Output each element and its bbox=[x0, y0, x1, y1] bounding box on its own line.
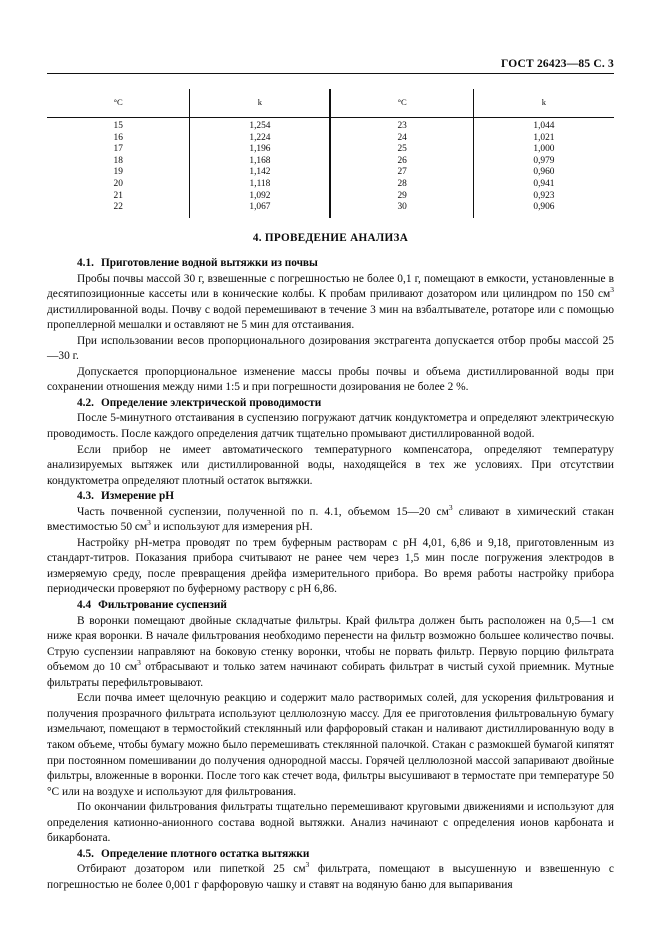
cell-k-right: 0,906 bbox=[473, 202, 614, 218]
section-heading-text: Фильтрование суспензий bbox=[98, 599, 227, 612]
cell-celsius-left: 16 bbox=[113, 132, 123, 143]
temperature-coefficient-table bbox=[47, 89, 614, 218]
body-paragraph: Часть почвенной суспензии, полученной по п. 4.1, объемом 15—20 $см^3$ сливают в химический стакан вместимостью 50 $см^3$ и используют для измерения рН. bbox=[47, 502, 614, 534]
cell-k-left: 1,067 bbox=[190, 202, 331, 218]
cell-celsius-left: 19 bbox=[113, 167, 123, 178]
table-row bbox=[47, 156, 614, 168]
body-paragraph: Допускается пропорциональное изменение массы пробы почвы и объема дистиллированной воды при сохранении отношения между ними 1:5 и при погрешности дозирования не более 2 %. bbox=[47, 365, 614, 394]
section-heading-text: Определение плотного остатка вытяжки bbox=[100, 847, 310, 860]
cell-celsius-right: 30 bbox=[330, 202, 473, 218]
cell-celsius-right: 24 bbox=[330, 133, 473, 145]
cell-k-right: 1,000 bbox=[473, 144, 614, 156]
cell-k-right: 0,923 bbox=[473, 191, 614, 203]
table-row bbox=[47, 144, 614, 156]
table-row bbox=[47, 179, 614, 191]
column-header-celsius-right: °C bbox=[330, 89, 473, 118]
column-header-celsius-left: °C bbox=[113, 97, 123, 108]
cell-celsius-right: 25 bbox=[330, 144, 473, 156]
section-number: 4.3. bbox=[77, 490, 94, 503]
table-row bbox=[47, 118, 614, 133]
column-header-k-right: k bbox=[473, 89, 614, 118]
body-paragraph: Настройку рН-метра проводят по трем буферным растворам с рН 4,01, 6,86 и 9,18, приготовленным из стандарт-титров. Показания прибора считывают не ранее чем через 1,5 мин после погружения электродов в измеряемую среду, после превращения дрейфа измерительного прибора. Во время работы настройку прибора периодически проверяют по буферному раствору с рН 6,86. bbox=[47, 536, 614, 596]
cell-celsius-right: 23 bbox=[330, 118, 473, 133]
cell-celsius-left: 21 bbox=[113, 190, 123, 201]
cell-celsius-left: 17 bbox=[113, 144, 123, 155]
cell-celsius-right: 26 bbox=[330, 156, 473, 168]
section-heading bbox=[47, 256, 614, 272]
cell-k-left: 1,254 bbox=[190, 118, 331, 133]
body-paragraph: Пробы почвы массой 30 г, взвешенные с погрешностью не более 0,1 г, помещают в емкости, установленные в десятипозиционные кассеты или в конические колбы. К пробам приливают дозатором или цилиндром по 150 $см^3$ дистиллированной воды. Почву с водой перемешивают в течение 3 мин на взбалтывателе, ротаторе или с помощью пропеллерной мешалки и оставляют не 5 мин для отстаивания. bbox=[47, 272, 614, 332]
cell-k-left: 1,118 bbox=[190, 179, 331, 191]
cell-k-right: 1,044 bbox=[473, 118, 614, 133]
body-paragraph: Отбирают дозатором или пипеткой 25 $см^3$ фильтрата, помещают в высушенную и взвешенную с погрешностью не более 0,001 г фарфоровую чашку и ставят на водяную баню для выпаривания bbox=[47, 860, 614, 891]
cell-celsius-right: 27 bbox=[330, 167, 473, 179]
cell-celsius-right: 29 bbox=[330, 191, 473, 203]
cell-celsius-left: 15 bbox=[113, 121, 123, 131]
table-header-row bbox=[47, 89, 614, 118]
body-paragraph: Если почва имеет щелочную реакцию и содержит мало растворимых солей, для ускорения фильтрования и получения прозрачного фильтрата используют целлюлозную массу. Для ее приготовления фильтровальную бумагу измельчают, помещают в термостойкий стеклянный или фарфоровый стакан и наливают дистиллированную воду в таком объеме, чтобы бумагу можно было перемешивать стеклянной палочкой. Стакан с размокшей бумагой кипятят при постоянном помешивании до получения однородной массы. Горячей целлюлозной массой запаривают двойные фильтры, вложенные в воронки. После того как стечет вода, фильтры высушивают в термостате при температуре 50 °С или на воздухе и используют для фильтрования. bbox=[47, 692, 614, 798]
section-heading bbox=[47, 396, 614, 412]
body-paragraph: В воронки помещают двойные складчатые фильтры. Край фильтра должен быть расположен на 0,5—1 см ниже края воронки. В начале фильтрования необходимо перенести на фильтр возможно большее количество почвы. Струю суспензии направляют на боковую стенку воронки, чтобы не порвать фильтр. Первую порцию фильтрата объемом до 10 $см^3$ отбрасывают и только затем начинают собирать фильтрат в чистый сухой приемник. Мутные фильтраты перефильтровывают. bbox=[47, 614, 614, 689]
cell-k-left: 1,224 bbox=[190, 133, 331, 145]
cell-k-left: 1,092 bbox=[190, 191, 331, 203]
table-body bbox=[47, 118, 614, 218]
cell-k-left: 1,142 bbox=[190, 167, 331, 179]
table-header bbox=[47, 89, 614, 118]
table-row bbox=[47, 191, 614, 203]
cell-celsius-left: 18 bbox=[113, 155, 123, 166]
section-number: 4.1. bbox=[77, 257, 94, 269]
section-heading-text: Приготовление водной вытяжки из почвы bbox=[100, 257, 318, 269]
body-paragraph: При использовании весов пропорционального дозирования экстрагента допускается отбор пробы массой 25—30 г. bbox=[47, 334, 614, 363]
section-heading bbox=[47, 489, 614, 505]
section-heading-text: Определение электрической проводимости bbox=[100, 396, 322, 409]
body-paragraph: По окончании фильтрования фильтраты тщательно перемешивают круговыми движениями и используют для определения катионно-анионного состава водной вытяжки. Анализ начинают с определения ионов карбоната и бикарбоната. bbox=[47, 801, 614, 845]
page-header: ГОСТ 26423—85 С. 3 bbox=[47, 58, 614, 74]
section-number: 4.2. bbox=[77, 396, 94, 409]
section-heading bbox=[47, 847, 614, 863]
document-body bbox=[47, 256, 614, 893]
cell-k-right: 0,941 bbox=[473, 179, 614, 191]
cell-celsius-left: 22 bbox=[113, 202, 123, 213]
section-heading bbox=[47, 598, 614, 614]
section-number: 4.4 bbox=[77, 599, 92, 612]
cell-k-left: 1,196 bbox=[190, 144, 331, 156]
cell-k-right: 0,979 bbox=[473, 156, 614, 168]
cell-k-right: 1,021 bbox=[473, 133, 614, 145]
table-row bbox=[47, 133, 614, 145]
cell-k-left: 1,168 bbox=[190, 156, 331, 168]
cell-celsius-right: 28 bbox=[330, 179, 473, 191]
table-row bbox=[47, 167, 614, 179]
section-number: 4.5. bbox=[77, 847, 94, 860]
table-row bbox=[47, 202, 614, 218]
section-heading-text: Измерение рН bbox=[100, 490, 175, 503]
page-title: 4. ПРОВЕДЕНИЕ АНАЛИЗА bbox=[252, 232, 409, 244]
cell-celsius-left: 20 bbox=[113, 178, 123, 189]
body-paragraph: После 5-минутного отстаивания в суспензию погружают датчик кондуктометра и определяют электрическую проводимость. После каждого определения датчик тщательно промывают дистиллированной водой. bbox=[47, 412, 614, 441]
column-header-k-left: k bbox=[190, 89, 331, 118]
cell-k-right: 0,960 bbox=[473, 167, 614, 179]
body-paragraph: Если прибор не имеет автоматического температурного компенсатора, определяют температуру анализируемых вытяжек или дистиллированной воды, находящейся в тех же условиях. При отсутствии кондуктометра определяют плотный остаток вытяжки. bbox=[47, 443, 614, 487]
